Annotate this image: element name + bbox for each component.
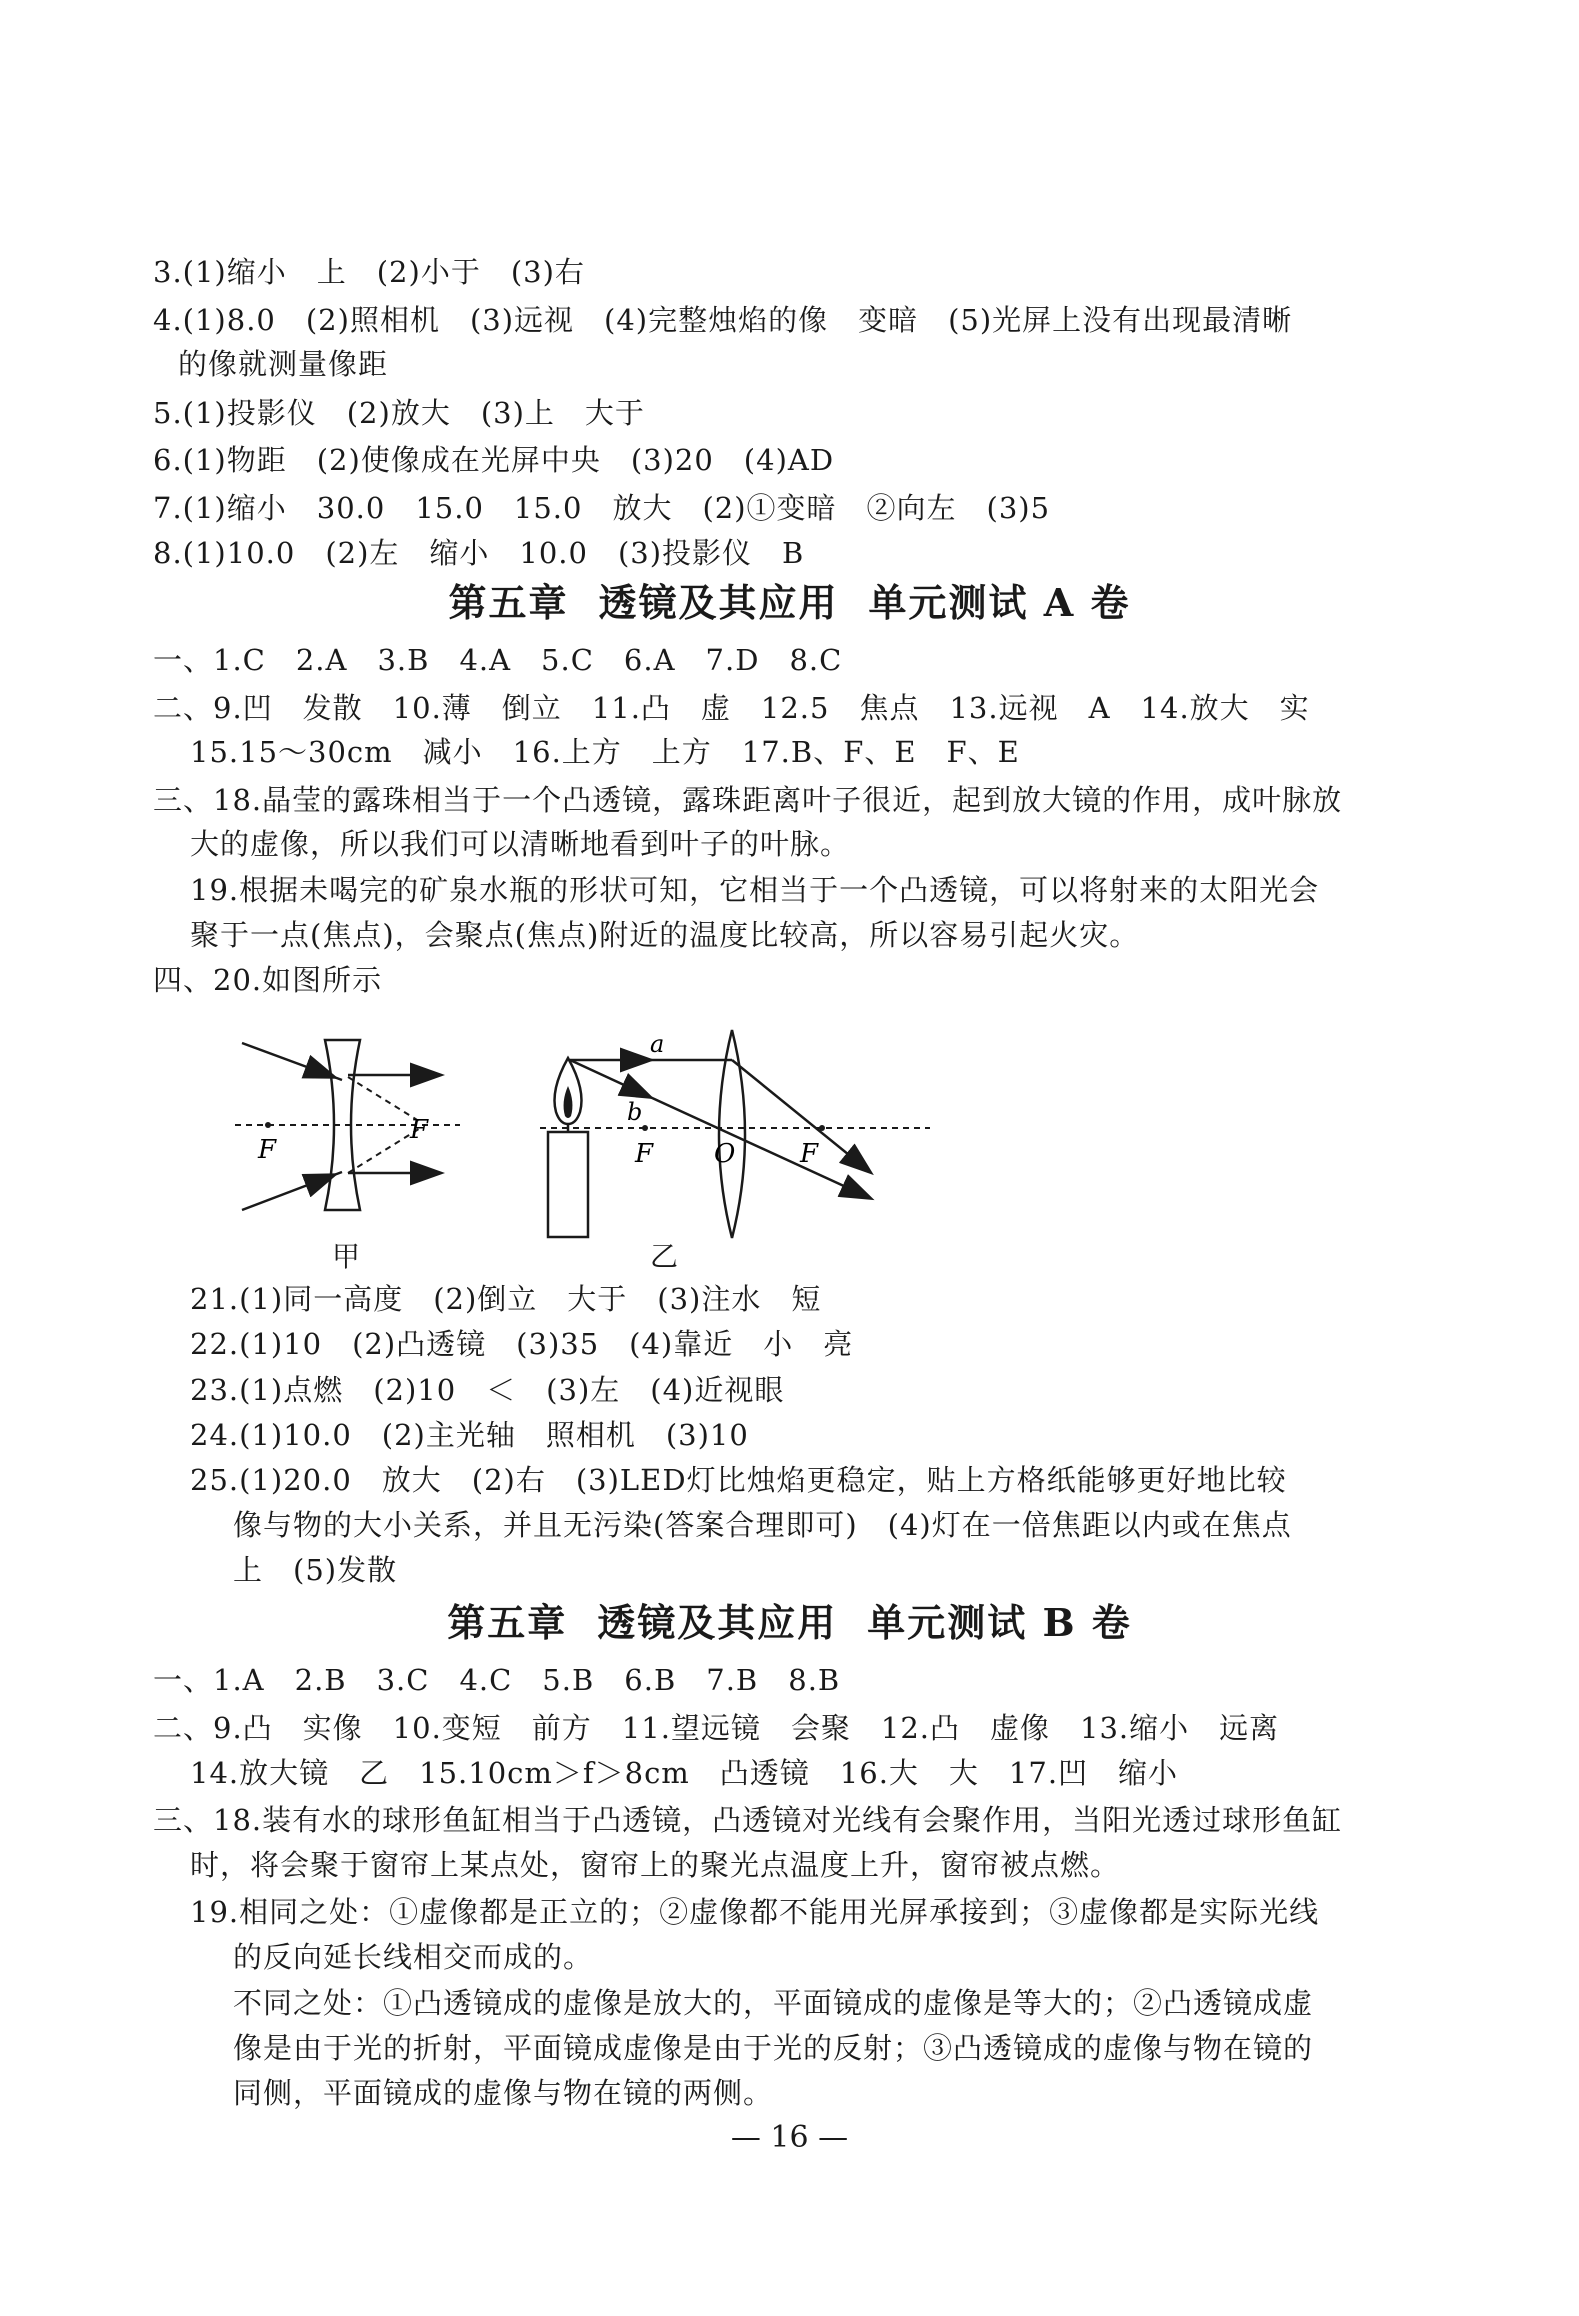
- candle-body: [548, 1132, 588, 1237]
- answer-line: 同侧，平面镜成的虚像与物在镜的两侧。: [233, 2076, 774, 2110]
- focus-left: [642, 1125, 648, 1131]
- answer-line: 的像就测量像距: [178, 347, 389, 381]
- lens-diagrams: [230, 1020, 930, 1250]
- concave-lens: [325, 1040, 360, 1210]
- answer-line: 3.(1)缩小 上 (2)小于 (3)右: [153, 255, 585, 289]
- answer-line: 上 (5)发散: [233, 1553, 398, 1587]
- focus-left: [265, 1122, 271, 1128]
- answer-line: 24.(1)10.0 (2)主光轴 照相机 (3)10: [190, 1418, 749, 1452]
- answer-line: 23.(1)点燃 (2)10 ＜ (3)左 (4)近视眼: [190, 1373, 785, 1407]
- concave-lens-diagram: [235, 1040, 460, 1210]
- candle-flame-core: [564, 1086, 573, 1118]
- incident-ray-upper: [242, 1043, 334, 1077]
- answer-line: 15.15～30cm 减小 16.上方 上方 17.B、F、E F、E: [190, 735, 1020, 769]
- incident-ray-lower: [242, 1175, 334, 1210]
- answer-line: 三、18.装有水的球形鱼缸相当于凸透镜，凸透镜对光线有会聚作用，当阳光透过球形鱼缸: [153, 1803, 1343, 1837]
- figure-caption-jia: 甲: [332, 1240, 361, 1273]
- answer-line: 不同之处：①凸透镜成的虚像是放大的，平面镜成的虚像是等大的；②凸透镜成虚: [233, 1986, 1314, 2020]
- section-b-title-topic: 透镜及其应用: [597, 1600, 838, 1645]
- focus-right: [819, 1125, 825, 1131]
- section-b-title-test: 单元测试 B 卷: [867, 1600, 1132, 1645]
- figure-caption-yi: 乙: [650, 1240, 679, 1273]
- focus-label-left: F: [635, 1139, 654, 1169]
- answer-line: 14.放大镜 乙 15.10cm＞f＞8cm 凸透镜 16.大 大 17.凹 缩小: [190, 1756, 1179, 1790]
- section-a-title-test: 单元测试 A 卷: [868, 580, 1131, 625]
- answer-line: 三、18.晶莹的露珠相当于一个凸透镜，露珠距离叶子很近，起到放大镜的作用，成叶脉放: [153, 783, 1343, 817]
- answer-line: 8.(1)10.0 (2)左 缩小 10.0 (3)投影仪 B: [153, 536, 805, 570]
- ray-b-label: b: [627, 1098, 643, 1126]
- answer-line: 19.相同之处：①虚像都是正立的；②虚像都不能用光屏承接到；③虚像都是实际光线: [190, 1895, 1320, 1929]
- answer-line: 四、20.如图所示: [153, 963, 383, 997]
- ray-b-through-center: [650, 1097, 870, 1198]
- optical-center-label: O: [714, 1139, 736, 1169]
- section-a-title: [0, 578, 1579, 628]
- answer-line: 像与物的大小关系，并且无污染(答案合理即可) (4)灯在一倍焦距以内或在焦点: [233, 1508, 1292, 1542]
- answer-line: 时，将会聚于窗帘上某点处，窗帘上的聚光点温度上升，窗帘被点燃。: [190, 1848, 1121, 1882]
- answer-line: 一、1.A 2.B 3.C 4.C 5.B 6.B 7.B 8.B: [153, 1663, 841, 1697]
- answer-line: 21.(1)同一高度 (2)倒立 大于 (3)注水 短: [190, 1282, 822, 1316]
- section-b-title-chapter: 第五章: [447, 1600, 568, 1645]
- section-b-title: [0, 1598, 1579, 1648]
- section-a-title-chapter: 第五章: [448, 580, 569, 625]
- focus-label-right: F: [800, 1139, 819, 1169]
- answer-line: 22.(1)10 (2)凸透镜 (3)35 (4)靠近 小 亮: [190, 1327, 854, 1361]
- answer-line: 6.(1)物距 (2)使像成在光屏中央 (3)20 (4)AD: [153, 443, 835, 477]
- section-a-title-topic: 透镜及其应用: [598, 580, 839, 625]
- answer-line: 的反向延长线相交而成的。: [233, 1940, 594, 1974]
- page-number: — 16 —: [730, 2120, 849, 2155]
- answer-line: 19.根据未喝完的矿泉水瓶的形状可知，它相当于一个凸透镜，可以将射来的太阳光会: [190, 873, 1320, 907]
- answer-line: 二、9.凸 实像 10.变短 前方 11.望远镜 会聚 12.凸 虚像 13.缩小 远离: [153, 1711, 1280, 1745]
- focus-label-left: F: [258, 1135, 277, 1165]
- ray-a-label: a: [650, 1030, 665, 1058]
- answer-line: 7.(1)缩小 30.0 15.0 15.0 放大 (2)①变暗 ②向左 (3)5: [153, 491, 1051, 525]
- answer-line: 一、1.C 2.A 3.B 4.A 5.C 6.A 7.D 8.C: [153, 643, 843, 677]
- answer-line: 聚于一点(焦点)，会聚点(焦点)附近的温度比较高，所以容易引起火灾。: [190, 918, 1140, 952]
- answer-line: 大的虚像，所以我们可以清晰地看到叶子的叶脉。: [190, 827, 851, 861]
- answer-line: 二、9.凹 发散 10.薄 倒立 11.凸 虚 12.5 焦点 13.远视 A 14.放大 实: [153, 691, 1310, 725]
- answer-line: 5.(1)投影仪 (2)放大 (3)上 大于: [153, 396, 645, 430]
- answer-line: 像是由于光的折射，平面镜成虚像是由于光的反射；③凸透镜成的虚像与物在镜的: [233, 2031, 1314, 2065]
- answer-line: 4.(1)8.0 (2)照相机 (3)远视 (4)完整烛焰的像 变暗 (5)光屏上没有出现最清晰: [153, 303, 1293, 337]
- answer-line: 25.(1)20.0 放大 (2)右 (3)LED灯比烛焰更稳定，贴上方格纸能够更好地比较: [190, 1463, 1287, 1497]
- focus-label-right: F: [410, 1115, 429, 1145]
- optics-figure: [230, 1020, 930, 1273]
- convex-lens-diagram: [540, 1030, 930, 1238]
